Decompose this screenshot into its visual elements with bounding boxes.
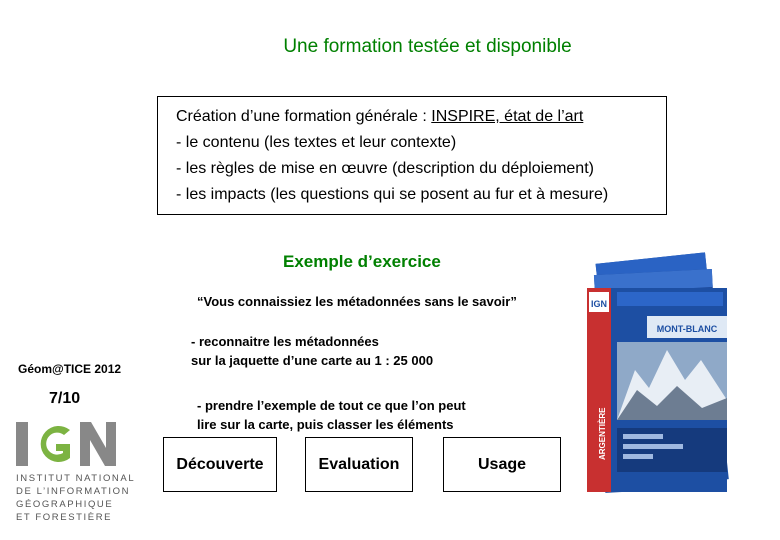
box-line-4: - les impacts (les questions qui se posent au fur et à mesure) [176,186,609,203]
box-line-1 [176,104,666,130]
usage-button[interactable]: Usage [443,437,561,492]
map-cover-side-text: ARGENTIÈRE [598,407,607,460]
logo-line-3: GÉOGRAPHIQUE [16,499,114,510]
evaluation-button[interactable]: Evaluation [305,437,413,492]
exercise-step-2 [197,396,466,434]
box-line-1-underlined: INSPIRE, état de l’art [431,108,584,125]
step-2-line-2: lire sur la carte, puis classer les éléments [197,417,454,432]
map-cover-title: MONT-BLANC [656,324,718,334]
description-box [157,96,667,215]
step-2-line-1: - prendre l’exemple de tout ce que l’on peut [197,398,466,413]
slide-title: Une formation testée et disponible [283,36,572,57]
event-label: Géom@TICE 2012 [18,362,122,376]
exercise-quote: “Vous connaissiez les métadonnées sans le savoir” [197,294,517,309]
box-line-3: - les règles de mise en œuvre (description du déploiement) [176,160,594,177]
box-line-1-prefix: Création d’une formation générale : [176,108,432,125]
box-line-2: - le contenu (les textes et leur contexte) [176,134,457,151]
logo-line-1: INSTITUT NATIONAL [16,473,136,484]
step-1-line-1: - reconnaitre les métadonnées [191,334,379,349]
logo-line-4: ET FORESTIÈRE [16,512,113,523]
logo-line-2: DE L’INFORMATION [16,486,131,497]
exercise-step-1 [191,332,433,370]
step-1-line-2: sur la jaquette d’une carte au 1 : 25 000 [191,353,434,368]
example-heading: Exemple d’exercice [283,252,441,271]
decouverte-button[interactable]: Découverte [163,437,277,492]
svg-text:IGN: IGN [590,299,608,309]
page-number: 7/10 [49,390,81,407]
map-cover-image [577,250,739,496]
ign-logo-text [16,472,135,524]
